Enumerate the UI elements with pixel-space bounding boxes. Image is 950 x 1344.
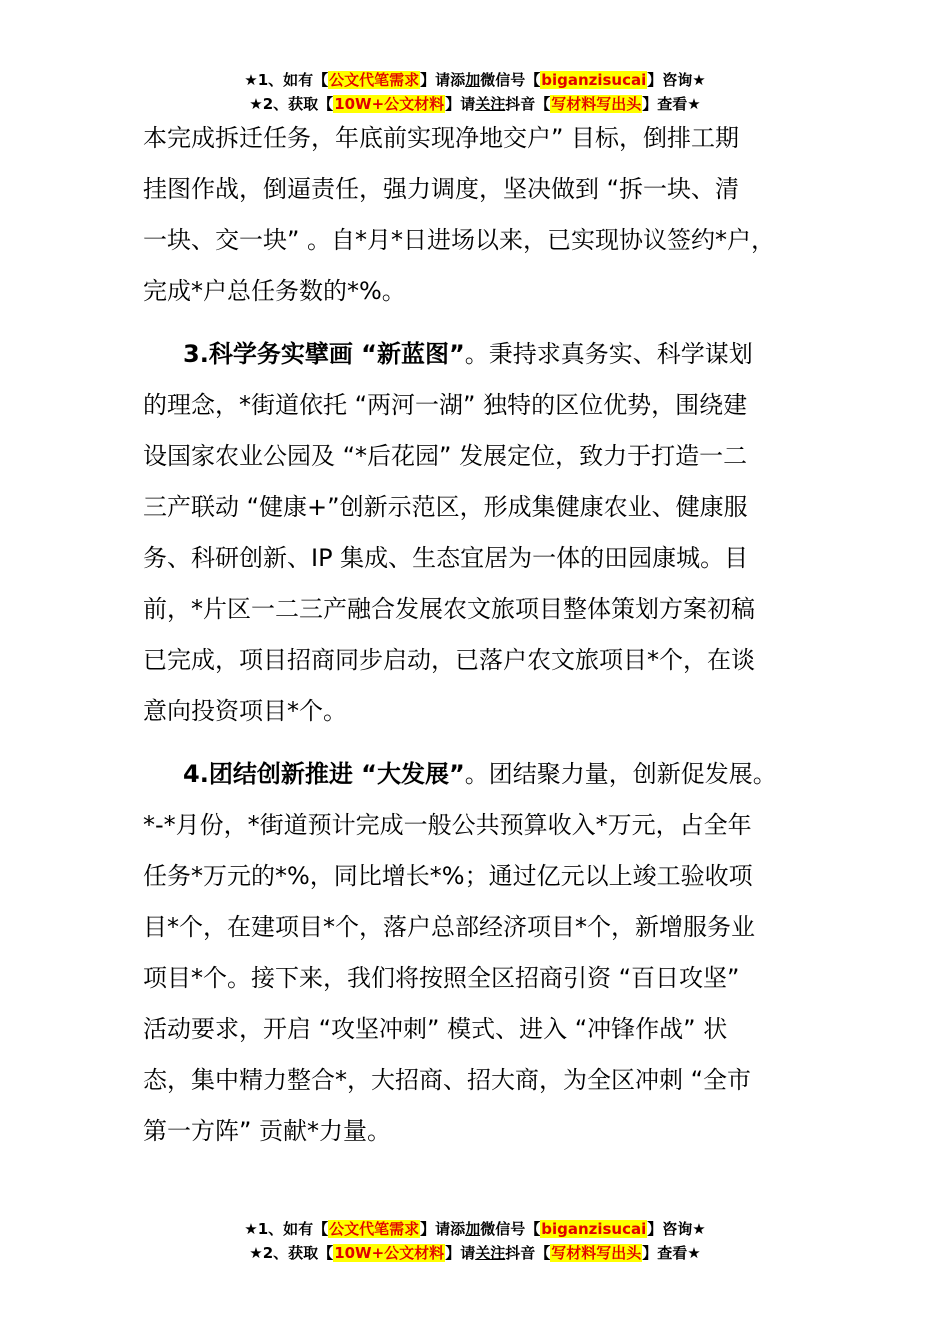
banner-underlined: 加 xyxy=(465,1220,481,1238)
highlight-materials: 10W+公文材料 xyxy=(334,95,445,113)
section-heading: 3.科学务实擘画 “新蓝图” xyxy=(183,340,465,368)
banner-underlined: 关注 xyxy=(475,1244,506,1262)
text-line: 三产联动 “健康+”创新示范区，形成集健康农业、健康服 xyxy=(143,493,748,521)
text-line: 本完成拆迁任务，年底前实现净地交户” 目标，倒排工期 xyxy=(143,124,740,152)
highlight-materials: 10W+公文材料 xyxy=(334,1244,445,1262)
highlight-service: 公文代笔需求 xyxy=(329,71,420,89)
banner-text: 】请 xyxy=(445,95,476,113)
banner-text: 】咨询★ xyxy=(647,71,706,89)
highlight-douyin: 写材料写出头 xyxy=(551,1244,642,1262)
banner-text: 抖音【 xyxy=(505,1244,551,1262)
text-line: 的理念，*街道依托 “两河一湖” 独特的区位优势，围绕建 xyxy=(143,391,748,419)
paragraph-blueprint xyxy=(143,329,843,737)
highlight-wechat-id: biganzisucai xyxy=(541,1220,647,1238)
text-line: 完成*户总任务数的*%。 xyxy=(143,277,406,305)
banner-underlined: 关注 xyxy=(475,95,506,113)
section-lead: 。团结聚力量，创新促发展。 xyxy=(464,760,777,788)
text-line: *-*月份，*街道预计完成一般公共预算收入*万元，占全年 xyxy=(143,811,752,839)
banner-line-1 xyxy=(0,68,950,92)
banner-text: ★2、获取【 xyxy=(249,95,334,113)
banner-text: 】咨询★ xyxy=(647,1220,706,1238)
paragraph-first-line xyxy=(143,329,843,380)
text-line: 项目*个。接下来，我们将按照全区招商引资 “百日攻坚” xyxy=(143,964,740,992)
banner-line-1 xyxy=(0,1217,950,1241)
banner-text: ★1、如有【 xyxy=(244,71,329,89)
banner-text: 】请 xyxy=(445,1244,476,1262)
text-line: 设国家农业公园及 “*后花园” 发展定位，致力于打造一二 xyxy=(143,442,748,470)
text-line: 前，*片区一二三产融合发展农文旅项目整体策划方案初稿 xyxy=(143,595,755,623)
text-line: 一块、交一块” 。自*月*日进场以来，已实现协议签约*户， xyxy=(143,226,776,254)
banner-text: 】请添 xyxy=(420,1220,466,1238)
banner-text: 微信号【 xyxy=(480,71,541,89)
text-line: 任务*万元的*%，同比增长*%；通过亿元以上竣工验收项 xyxy=(143,862,753,890)
highlight-wechat-id: biganzisucai xyxy=(541,71,647,89)
banner-text: ★1、如有【 xyxy=(244,1220,329,1238)
paragraph-first-line xyxy=(143,749,843,800)
banner-text: ★2、获取【 xyxy=(249,1244,334,1262)
footer-banner xyxy=(0,1217,950,1265)
paragraph-development xyxy=(143,749,843,1157)
text-line: 挂图作战，倒逼责任，强力调度，坚决做到 “拆一块、清 xyxy=(143,175,740,203)
banner-text: 微信号【 xyxy=(480,1220,541,1238)
section-lead: 。秉持求真务实、科学谋划 xyxy=(464,340,753,368)
highlight-service: 公文代笔需求 xyxy=(329,1220,420,1238)
section-heading: 4.团结创新推进 “大发展” xyxy=(183,760,465,788)
highlight-douyin: 写材料写出头 xyxy=(551,95,642,113)
banner-text: 】请添 xyxy=(420,71,466,89)
text-line: 活动要求，开启 “攻坚冲刺” 模式、进入 “冲锋作战” 状 xyxy=(143,1015,728,1043)
banner-text: 】查看★ xyxy=(642,1244,701,1262)
document-body xyxy=(143,113,843,1157)
paragraph-demolition xyxy=(143,113,843,317)
header-banner xyxy=(0,68,950,116)
banner-line-2 xyxy=(0,1241,950,1265)
text-line: 已完成，项目招商同步启动，已落户农文旅项目*个，在谈 xyxy=(143,646,755,674)
text-line: 目*个，在建项目*个，落户总部经济项目*个，新增服务业 xyxy=(143,913,755,941)
banner-underlined: 加 xyxy=(465,71,481,89)
banner-text: 抖音【 xyxy=(505,95,551,113)
text-line: 务、科研创新、IP 集成、生态宜居为一体的田园康城。目 xyxy=(143,544,749,572)
text-line: 意向投资项目*个。 xyxy=(143,697,347,725)
banner-text: 】查看★ xyxy=(642,95,701,113)
text-line: 态，集中精力整合*，大招商、招大商，为全区冲刺 “全市 xyxy=(143,1066,752,1094)
text-line: 第一方阵” 贡献*力量。 xyxy=(143,1117,392,1145)
